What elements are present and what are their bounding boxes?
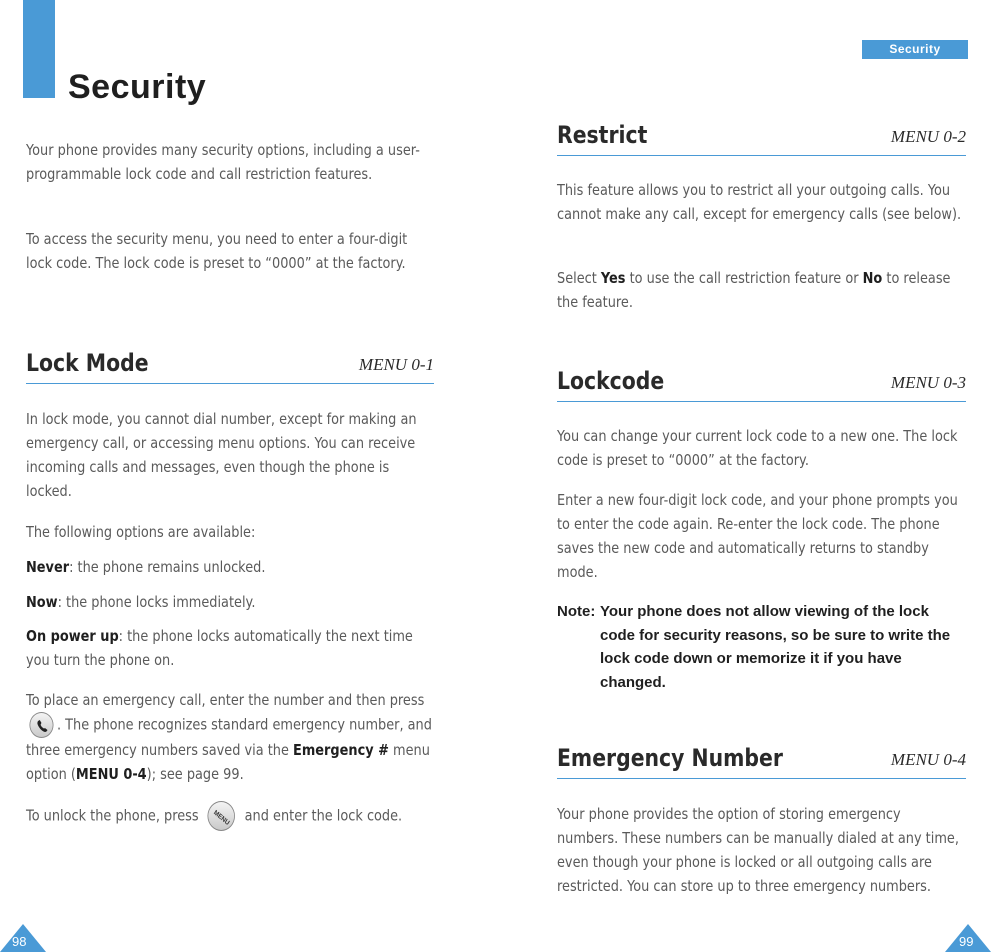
section-title: Emergency Number: [557, 744, 783, 772]
menu-code: MENU 0-2: [890, 127, 966, 146]
section-title: Restrict: [557, 121, 648, 149]
option-now: [26, 590, 435, 614]
section-header-restrict: [557, 116, 966, 156]
lockcode-paragraph-2: Enter a new four-digit lock code, and your phone prompts you to enter the code again. Re-enter the lock code. The phone saves the new code and automatically returns to standby mode.: [557, 491, 958, 581]
emergency-number-paragraph: Your phone provides the option of storing emergency numbers. These numbers can be manually dialed at any time, even though your phone is locked or all outgoing calls are restricted. You can store up to three emergency numbers.: [557, 805, 959, 895]
menu-name: Emergency #: [293, 741, 389, 759]
text-span: Select: [557, 269, 601, 287]
restrict-paragraph: This feature allows you to restrict all your outgoing calls. You cannot make any call, except for emergency calls (see below).: [557, 181, 962, 223]
option-on-power-up: [26, 624, 435, 672]
lock-mode-paragraph: In lock mode, you cannot dial number, except for making an emergency call, or accessing menu options. You can receive incoming calls and messages, even though the phone is locked.: [26, 410, 417, 500]
note-block: [557, 600, 967, 694]
section-header-lockcode: [557, 362, 966, 402]
text-span: To unlock the phone, press: [26, 806, 199, 825]
intro-paragraph: To access the security menu, you need to enter a four-digit lock code. The lock code is preset to “0000” at the factory.: [26, 230, 408, 272]
phone-send-icon: [29, 712, 53, 738]
text-span: To place an emergency call, enter the number and then press: [26, 691, 425, 709]
option-desc: : the phone locks automatically the next time you turn the phone on.: [26, 627, 413, 669]
option-never: [26, 555, 435, 579]
menu-code-inline: MENU 0-4: [75, 765, 147, 783]
option-no: No: [862, 269, 883, 287]
options-intro: The following options are available:: [26, 523, 256, 541]
option-name: Now: [26, 593, 58, 611]
page-number-text: 98: [12, 934, 27, 949]
note-text: Your phone does not allow viewing of the lock code for security reasons, so be sure to write the lock code down or memorize it if you have changed.: [600, 603, 951, 691]
text-span: and enter the lock code.: [240, 806, 403, 825]
text-span: ); see page 99.: [146, 765, 244, 783]
option-desc: : the phone locks immediately.: [57, 593, 256, 611]
option-desc: : the phone remains unlocked.: [69, 558, 266, 576]
section-title: Lock Mode: [26, 349, 149, 377]
option-name: Never: [26, 558, 70, 576]
note-label: Note:: [557, 603, 596, 620]
page-number-right: [945, 912, 991, 952]
page-number-left: [0, 912, 46, 952]
section-header-emergency-number: [557, 739, 966, 779]
intro-paragraph: Your phone provides many security options, including a user-programmable lock code and call restriction features.: [26, 141, 420, 183]
section-title: Lockcode: [557, 367, 665, 395]
page-number-text: 99: [959, 934, 974, 949]
option-name: On power up: [26, 627, 119, 645]
option-yes: Yes: [600, 269, 626, 287]
text-span: menu option (: [26, 741, 430, 783]
text-span: . The phone recognizes standard emergency number, and three emergency numbers saved via the: [26, 715, 432, 759]
lockcode-paragraph: You can change your current lock code to a new one. The lock code is preset to “0000” at the factory.: [557, 427, 958, 469]
unlock-paragraph: [26, 801, 435, 831]
header-tab: Security: [862, 40, 968, 59]
menu-code: MENU 0-4: [890, 750, 966, 769]
restrict-select-paragraph: [557, 266, 966, 314]
text-span: to use the call restriction feature or: [625, 269, 863, 287]
page-title: Security: [68, 68, 207, 106]
text-span: to release the feature.: [557, 269, 951, 311]
menu-key-icon: [208, 801, 236, 831]
emergency-call-paragraph: [26, 688, 435, 786]
menu-key-label: MENU: [212, 809, 231, 828]
title-accent-bar: [23, 0, 55, 98]
menu-code: MENU 0-3: [890, 373, 966, 392]
section-header-lock-mode: [26, 344, 434, 384]
menu-code: MENU 0-1: [358, 355, 434, 374]
